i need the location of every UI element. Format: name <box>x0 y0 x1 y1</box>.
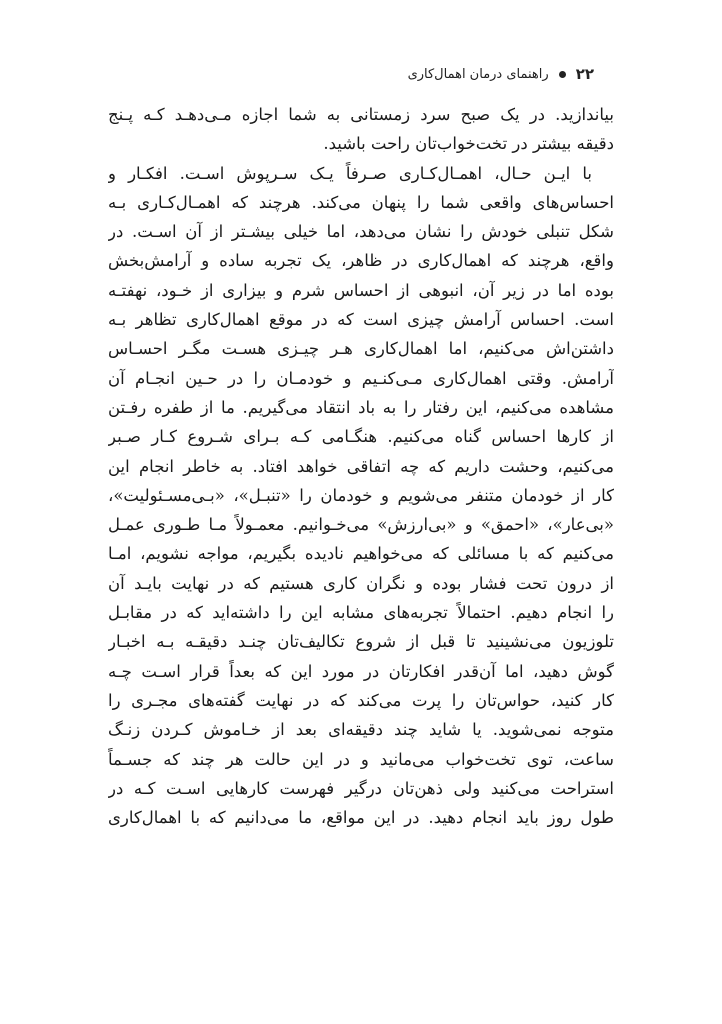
text-line: آرامش. وقتی اهمال‌کاری مـی‌کنـیم و خودمـان را در حـین انجـام آن <box>108 368 614 388</box>
text-line: از کارها احساس گناه می‌کنیم. هنگـامی کـه بـرای شـروع کـار صـبر <box>108 427 614 447</box>
body-text <box>108 100 614 832</box>
text-line: «بی‌عار»، «احمق» و «بی‌ارزش» می‌خـوانیم. معمـولاً مـا طـوری عمـل <box>108 515 614 535</box>
text-line: شکل تنبلی خودش را نشان می‌دهد، اما خیلی بیشـتر از آن اسـت. در <box>108 222 614 242</box>
text-line: احساس‌های واقعی شما را پنهان می‌کند. هرچند که اهمـال‌کـاری بـه <box>108 192 614 212</box>
text-line: مشاهده می‌کنیم، این رفتار را به باد انتقاد می‌گیریم. ما از طفره رفـتن <box>108 397 614 417</box>
text-line: داشتن‌اش می‌کنیم، اما اهمال‌کاری هـر چیـزی هسـت مگـر احسـاس <box>108 339 614 359</box>
text-line: طول روز باید انجام دهید. در این مواقع، ما می‌دانیم که با اهمال‌کاری <box>108 808 614 828</box>
text-line: کار از خودمان متنفر می‌شویم و خودمان را «تنبـل»، «بـی‌مسـئولیت»، <box>108 485 614 505</box>
text-line: کار کنید، حواس‌تان را پرت می‌کند که در نهایت گفته‌های مجـری را <box>108 690 614 710</box>
text-line: دقیقه بیشتر در تخت‌خواب‌تان راحت باشید. <box>323 134 614 154</box>
text-line: تلوزیون می‌نشینید تا قبل از شروع تکالیف‌تان چنـد دقیقـه بـه اخبـار <box>108 632 614 652</box>
text-line: را انجام دهیم. احتمالاً تجربه‌های مشابه این را داشته‌اید که در مقابـل <box>108 603 614 623</box>
text-line: از درون تحت فشار بوده و نگران کاری هستیم که در نهایت بایـد آن <box>108 573 614 593</box>
text-line: استراحت می‌کنید ولی ذهن‌تان درگیر فهرست کارهایی اسـت کـه در <box>108 778 614 798</box>
text-line: با ایـن حـال، اهمـال‌کـاری صـرفاً یـک سـرپوش اسـت. افکـار و <box>108 163 592 183</box>
running-head <box>408 62 594 86</box>
text-line: واقع، هرچند که اهمال‌کاری در ظاهر، یک تجربه ساده و آرامش‌بخش <box>108 251 614 271</box>
bullet-separator <box>559 71 566 78</box>
book-title: راهنمای درمان اهمال‌کاری <box>407 66 549 82</box>
text-line: می‌کنیم که با مسائلی که می‌خواهیم نادیده بگیریم، مواجه نشویم، امـا <box>108 544 614 564</box>
text-line: ساعت، توی تخت‌خواب می‌مانید و در این حالت هر چند که جسـماً <box>108 749 614 769</box>
text-line: می‌کنیم، وحشت داریم که چه اتفاقی خواهد افتاد. به خاطر انجام این <box>108 456 614 476</box>
page-number: ۲۲ <box>575 65 594 83</box>
text-line: است. احساس آرامش چیزی است که در موقع اهمال‌کاری تظاهر بـه <box>108 310 614 330</box>
text-line: متوجه نمی‌شوید. یا شاید چند دقیقه‌ای بعد از خـاموش کـردن زنـگ <box>108 720 614 740</box>
text-line: گوش دهید، اما آن‌قدر افکارتان در مورد این که بعداً قرار اسـت چـه <box>108 661 614 681</box>
text-line: بوده اما در زیر آن، انبوهی از احساس شرم و بیزاری از خـود، نهفتـه <box>108 280 614 300</box>
text-line: بیاندازید. در یک صبح سرد زمستانی به شما اجازه مـی‌دهـد کـه پـنج <box>108 105 614 124</box>
